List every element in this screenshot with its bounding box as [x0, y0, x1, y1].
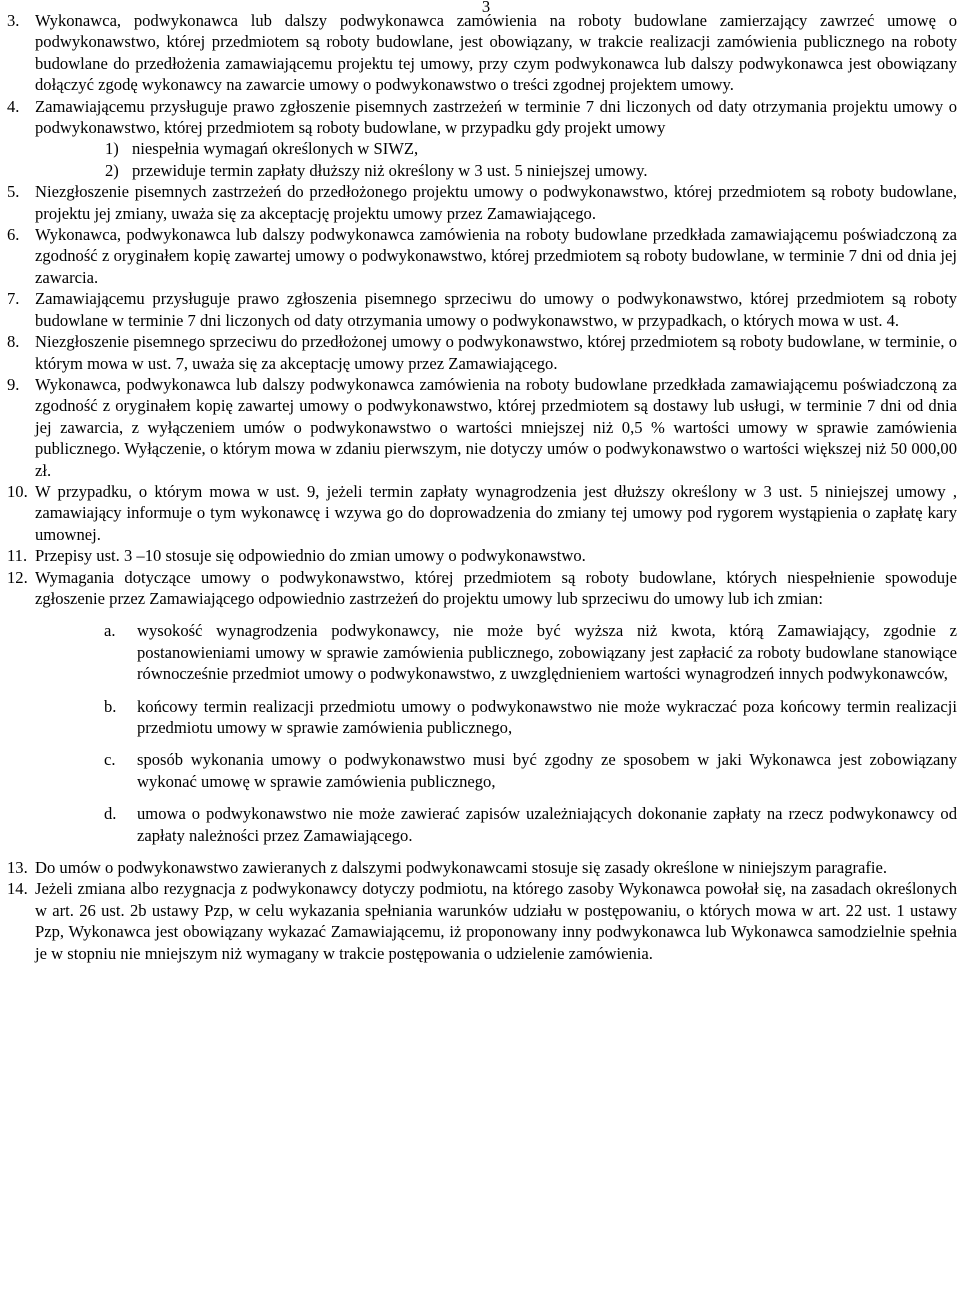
page-number: 3 — [481, 0, 491, 16]
paragraph-text: Wykonawca, podwykonawca lub dalszy podwykonawca zamówienia na roboty budowlane przedkłada zamawiającemu poświadczoną za zgodność z oryginałem kopię zawartej umowy o podwykonawstwo, której przedmiotem są dostawy lub usługi, w terminie 7 dni od dnia jej zawarcia, z wyłączeniem umów o podwykonawstwo o wartości mniejszej niż 0,5 % wartości umowy w sprawie zamówienia publicznego. Wyłączenie, o którym mowa w zdaniu pierwszym, nie dotyczy umów o podwykonawstwo o wartości większej niż 50 000,00 zł. — [35, 374, 957, 480]
paragraph-12 — [7, 567, 957, 610]
paragraph-13 — [7, 857, 957, 878]
paragraph-3 — [7, 10, 957, 96]
paragraph-text: Niezgłoszenie pisemnego sprzeciwu do przedłożonej umowy o podwykonawstwo, której przedmiotem są roboty budowlane, w terminie, o którym mowa w ust. 7, uważa się za akceptację umowy przez Zamawiającego. — [35, 332, 957, 373]
paragraph-number: 10. — [7, 481, 28, 501]
letter-item-text: wysokość wynagrodzenia podwykonawcy, nie może być wyższa niż kwota, którą Zamawiający, zgodnie z postanowieniami umowy w sprawie zamówienia publicznego, zobowiązany jest zapłacić za roboty budowlane stanowiące równocześnie przedmiot umowy o podwykonawstwo, z uwzględnieniem wartości wynagrodzeń innych podwykonawców, — [137, 621, 957, 684]
paragraph-text: Do umów o podwykonawstwo zawieranych z dalszymi podwykonawcami stosuje się zasady określone w niniejszym paragrafie. — [35, 858, 888, 878]
letter-item-text: sposób wykonania umowy o podwykonawstwo musi być zgodny ze sposobem w jaki Wykonawca jest zobowiązany wykonać umowę w sprawie zamówienia publicznego, — [137, 750, 957, 791]
paragraph-number: 3. — [7, 11, 20, 30]
paragraph-number: 4. — [7, 96, 20, 116]
paragraph-number: 11. — [7, 546, 28, 566]
paragraph-number: 9. — [7, 374, 20, 394]
paragraph-14 — [7, 878, 957, 964]
spacer — [7, 846, 957, 857]
letter-item-text: umowa o podwykonawstwo nie może zawierać zapisów uzależniających dokonanie zapłaty na rzecz podwykonawcy od zapłaty należności przez Zamawiającego. — [137, 804, 957, 845]
paragraph-text: Wymagania dotyczące umowy o podwykonawstwo, której przedmiotem są roboty budowlane, których niespełnienie spowoduje zgłoszenie przez Zamawiającego odpowiednio zastrzeżeń do projektu umowy lub sprzeciwu do umowy lub ich zmian: — [35, 567, 957, 608]
letter-item-marker: b. — [104, 696, 117, 716]
paragraph-6 — [7, 224, 957, 288]
sub-item-1 — [7, 138, 957, 159]
paragraph-4 — [7, 96, 957, 139]
paragraph-text: Zamawiającemu przysługuje prawo zgłoszenie pisemnych zastrzeżeń w terminie 7 dni liczonych od daty otrzymania projektu umowy o podwykonawstwo, której przedmiotem są roboty budowlane, w przypadku gdy projekt umowy — [35, 96, 957, 138]
paragraph-number: 8. — [7, 332, 20, 352]
paragraph-number: 13. — [7, 858, 28, 878]
sub-item-2 — [7, 160, 957, 181]
sub-item-number: 1) — [105, 139, 119, 159]
sub-item-text: niespełnia wymagań określonych w SIWZ, — [132, 139, 419, 159]
paragraph-number: 6. — [7, 225, 20, 245]
paragraph-text: Wykonawca, podwykonawca lub dalszy podwykonawca zamówienia na roboty budowlane przedkłada zamawiającemu poświadczoną za zgodność z oryginałem kopię zawartej umowy o podwykonawstwo, której przedmiotem są roboty budowlane, w terminie 7 dni od dnia jej zawarcia. — [35, 225, 957, 287]
paragraph-number: 7. — [7, 289, 20, 309]
letter-item-marker: a. — [104, 621, 116, 641]
paragraph-text: Niezgłoszenie pisemnych zastrzeżeń do przedłożonego projektu umowy o podwykonawstwo, której przedmiotem są roboty budowlane, projektu jej zmiany, uważa się za akceptację projektu umowy przez Zamawiającego. — [35, 182, 957, 223]
paragraph-text: Wykonawca, podwykonawca lub dalszy podwykonawca zamówienia na roboty budowlane zamierzający zawrzeć umowę o podwykonawstwo, której przedmiotem są roboty budowlane, jest obowiązany, w trakcie realizacji zamówienia publicznego na roboty budowlane do przedłożenia zamawiającemu projektu tej umowy, przy czym podwykonawca lub dalszy podwykonawca jest obowiązany dołączyć zgodę wykonawcy na zawarcie umowy o podwykonawstwo o treści zgodnej projektem umowy. — [35, 11, 957, 95]
paragraph-9 — [7, 374, 957, 481]
paragraph-number: 5. — [7, 182, 20, 202]
paragraph-number: 14. — [7, 879, 28, 899]
letter-item-marker: d. — [104, 804, 117, 824]
letter-item-d — [7, 803, 957, 846]
paragraph-text: Jeżeli zmiana albo rezygnacja z podwykonawcy dotyczy podmiotu, na którego zasoby Wykonawca powołał się, na zasadach określonych w art. 26 ust. 2b ustawy Pzp, w celu wykazania spełniania warunków udziału w postępowaniu, o których mowa w art. 22 ust. 1 ustawy Pzp, Wykonawca jest obowiązany wykazać Zamawiającemu, iż proponowany inny podwykonawca lub Wykonawca samodzielnie spełnia je w stopniu nie mniejszym niż wymagany w trakcie postępowania o udzielenie zamówienia. — [35, 879, 957, 963]
letter-item-marker: c. — [104, 750, 116, 770]
letter-item-c — [7, 749, 957, 792]
paragraph-8 — [7, 331, 957, 374]
sub-item-text: przewiduje termin zapłaty dłuższy niż określony w 3 ust. 5 niniejszej umowy. — [132, 160, 648, 180]
paragraph-number: 12. — [7, 567, 28, 587]
paragraph-text: Zamawiającemu przysługuje prawo zgłoszenia pisemnego sprzeciwu do umowy o podwykonawstwo, której przedmiotem są roboty budowlane w terminie 7 dni liczonych od daty otrzymania umowy o podwykonawstwo, w przypadkach, o których mowa w ust. 4. — [35, 289, 957, 330]
paragraph-text: Przepisy ust. 3 –10 stosuje się odpowiednio do zmian umowy o podwykonawstwo. — [35, 546, 586, 566]
sub-item-number: 2) — [105, 160, 119, 180]
paragraph-7 — [7, 288, 957, 331]
document-page — [7, 0, 957, 964]
paragraph-10 — [7, 481, 957, 545]
paragraph-11 — [7, 545, 957, 566]
paragraph-text: W przypadku, o którym mowa w ust. 9, jeżeli termin zapłaty wynagrodzenia jest dłuższy określony w 3 ust. 5 niniejszej umowy , zamawiający informuje o tym wykonawcę i wzywa go do doprowadzenia do zmiany tej umowy pod rygorem wystąpienia o zapłatę kary umownej. — [35, 481, 957, 544]
paragraph-5 — [7, 181, 957, 224]
letter-item-b — [7, 696, 957, 739]
letter-item-text: końcowy termin realizacji przedmiotu umowy o podwykonawstwo nie może wykraczać poza końcowy termin realizacji przedmiotu umowy w sprawie zamówienia publicznego, — [137, 696, 957, 737]
letter-item-a — [7, 620, 957, 684]
